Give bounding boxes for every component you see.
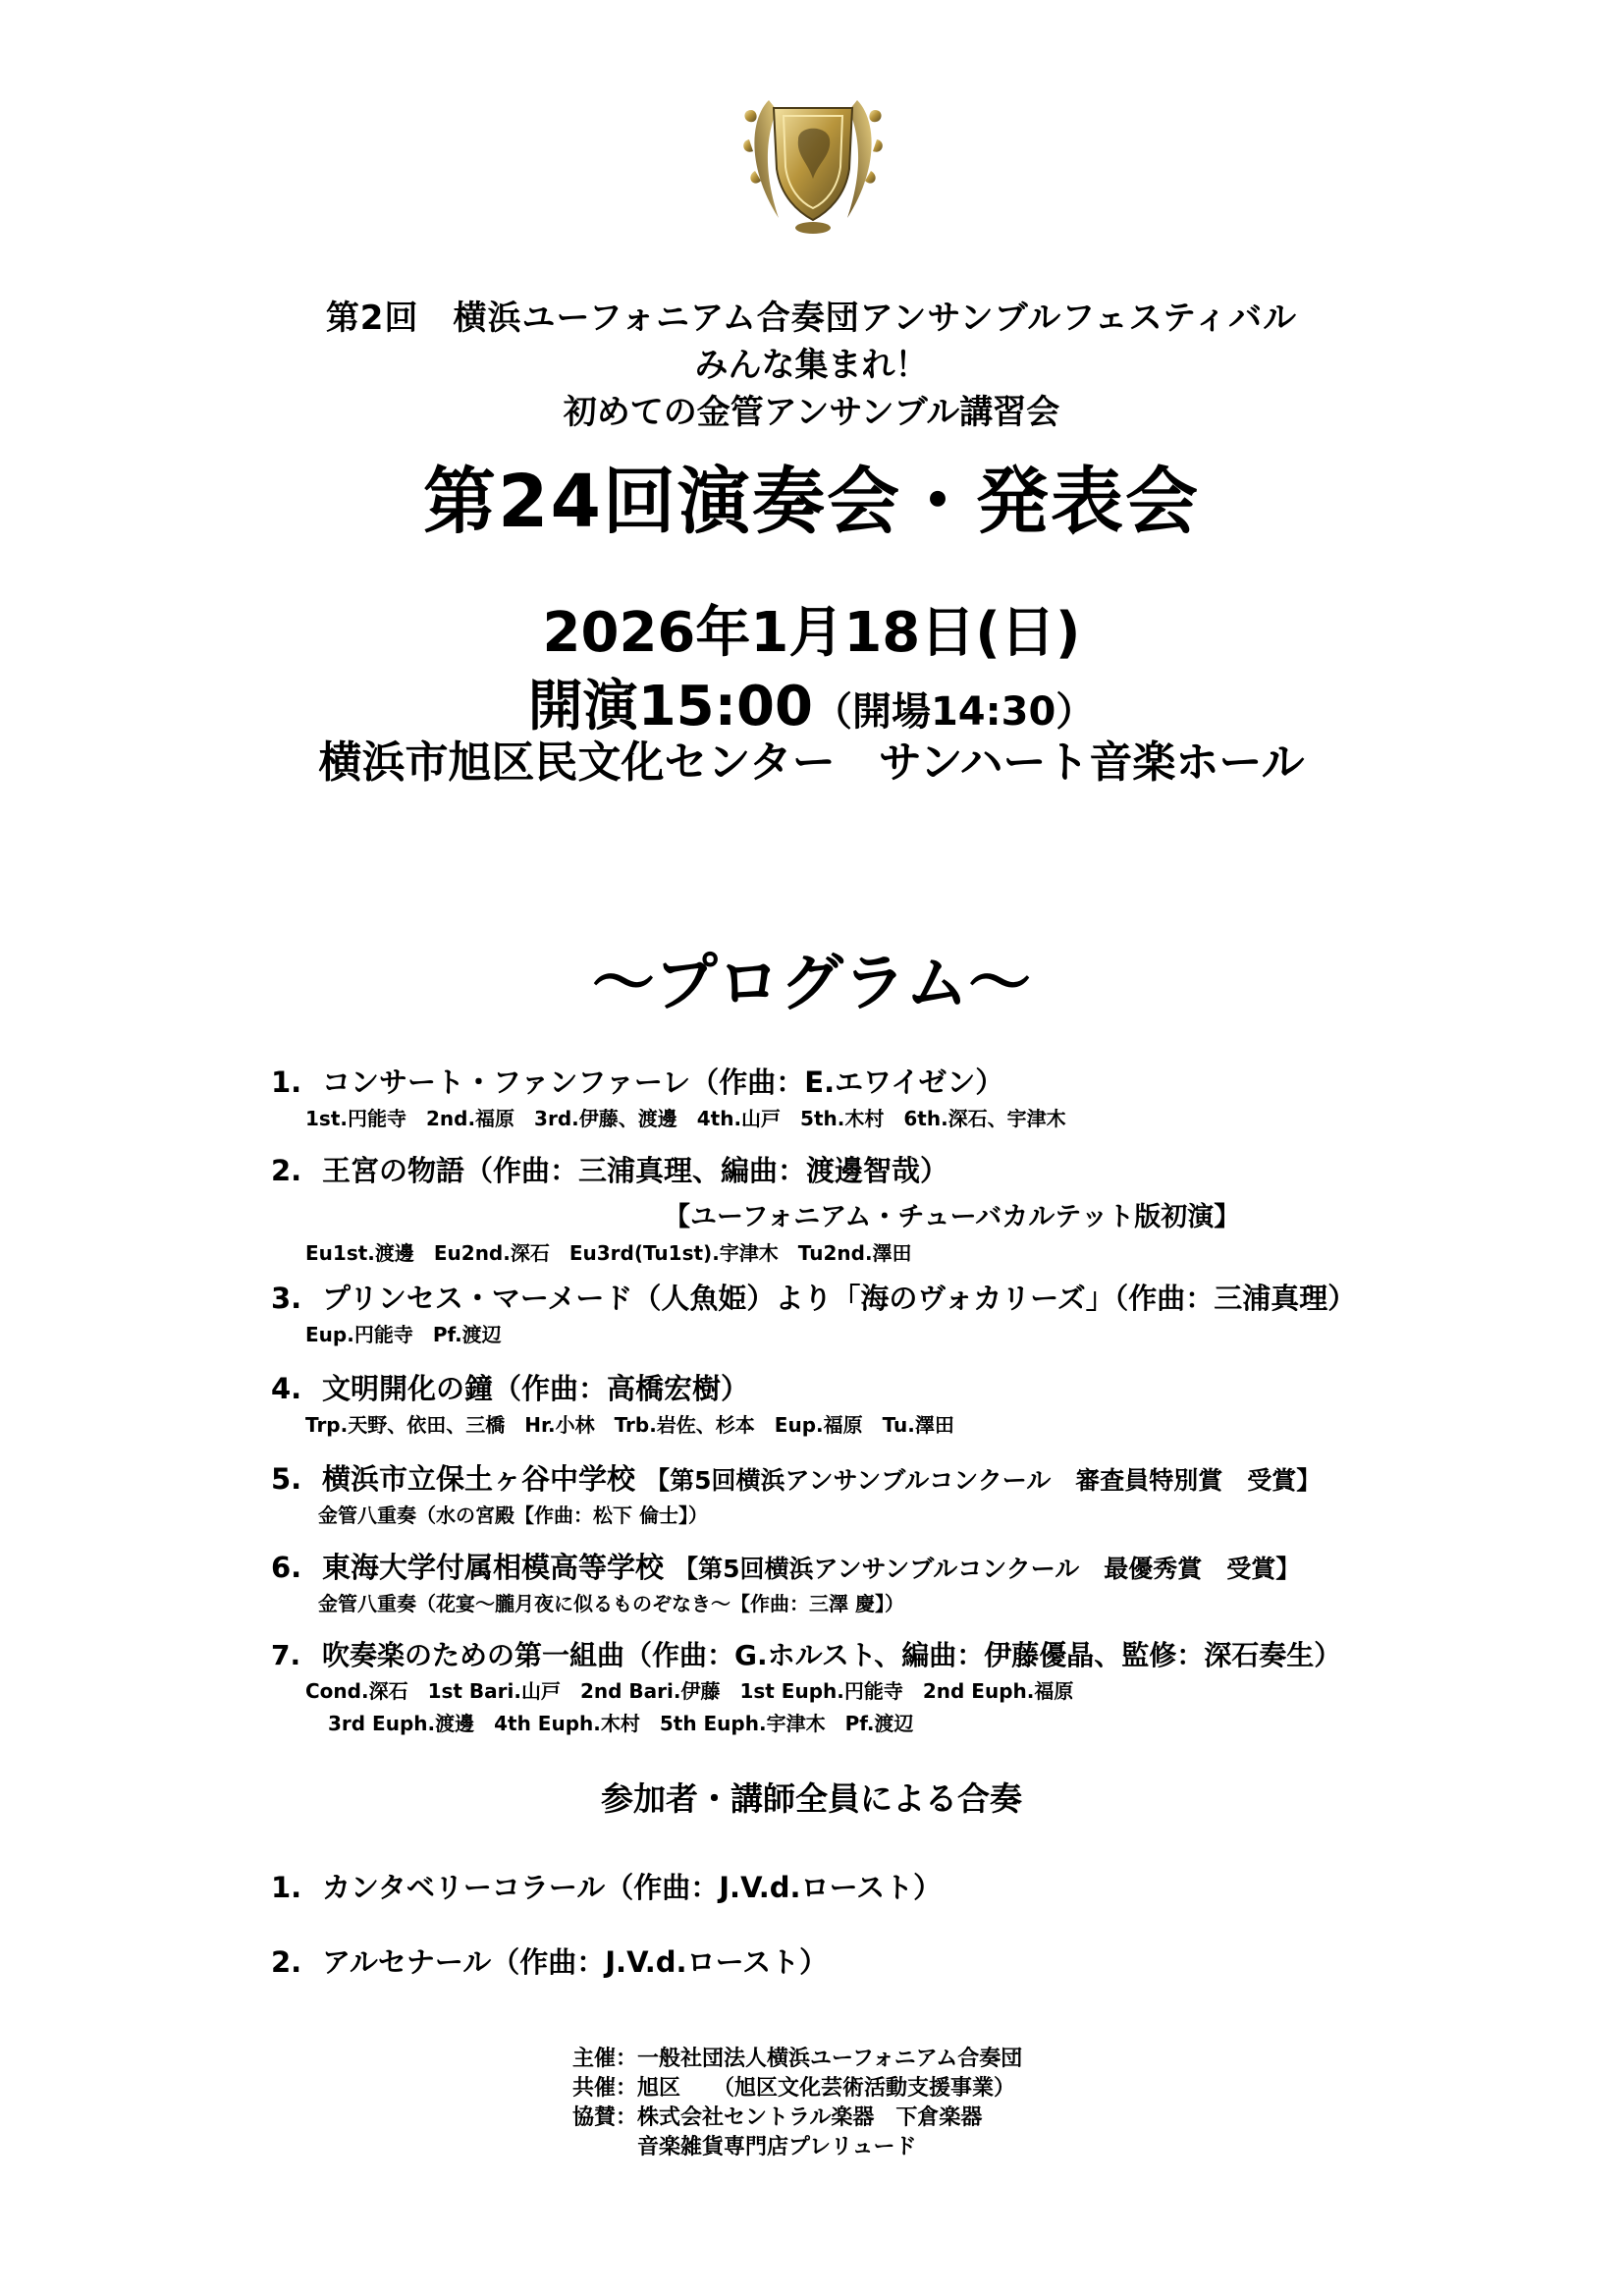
item-award: 【第5回横浜アンサンブルコンクール 審査員特別賞 受賞】 <box>645 1466 1322 1495</box>
venue: 横浜市旭区民文化センター サンハート音楽ホール <box>318 738 1305 788</box>
sponsor-line-2: 音楽雑貨専門店プレリュード <box>572 2135 917 2159</box>
item-title: 横浜市立保土ヶ谷中学校 <box>322 1462 636 1496</box>
sponsor-block <box>572 2045 1260 2162</box>
organizer-line: 主催：一般社団法人横浜ユーフォニアム合奏団 <box>572 2047 1023 2071</box>
item-performers: Trp.天野、依田、三橋 Hr.小林 Trb.岩佐、杉本 Eup.福原 Tu.澤田 <box>305 1413 954 1437</box>
workshop-line: 初めての金管アンサンブル講習会 <box>563 393 1060 432</box>
program-item <box>271 1457 1567 1528</box>
item-title: アルセナール（作曲：J.V.d.ロースト） <box>322 1945 829 1979</box>
festival-emblem <box>739 81 887 238</box>
open-time: （開場14:30） <box>812 689 1096 735</box>
item-performers: 1st.円能寺 2nd.福原 3rd.伊藤、渡邊 4th.山戸 5th.木村 6th.深石、宇津木 <box>305 1107 1066 1130</box>
tutti-heading: 参加者・講師全員による合奏 <box>601 1779 1022 1818</box>
item-title: プリンセス・マーメード（人魚姫）より「海のヴォカリーズ」（作曲：三浦真理） <box>322 1282 1357 1315</box>
item-number: 6. <box>271 1551 302 1584</box>
catch-line: みんな集まれ！ <box>694 346 929 385</box>
concert-date: 2026年1月18日(日) <box>542 601 1081 665</box>
program-heading: ～プログラム～ <box>591 948 1032 1020</box>
item-title: 東海大学付属相模高等学校 <box>322 1551 665 1584</box>
tutti-item <box>271 1866 1567 1906</box>
item-number: 1. <box>271 1871 302 1904</box>
item-performers: 金管八重奏（水の宮殿【作曲：松下 倫士】） <box>318 1503 708 1527</box>
sponsor-line: 協賛：株式会社セントラル楽器 下倉楽器 <box>572 2105 983 2130</box>
item-number: 1. <box>271 1066 302 1099</box>
program-item <box>271 1634 1567 1736</box>
item-number: 5. <box>271 1462 302 1496</box>
item-title: 王宮の物語（作曲：三浦真理、編曲：渡邊智哉） <box>322 1154 949 1187</box>
item-performers: Cond.深石 1st Bari.山戸 2nd Bari.伊藤 1st Euph.円能寺 2nd Euph.福原 <box>305 1679 1074 1703</box>
program-item <box>271 1149 1567 1266</box>
program-item <box>271 1367 1567 1438</box>
item-performers: Eu1st.渡邊 Eu2nd.深石 Eu3rd(Tu1st).宇津木 Tu2nd.澤田 <box>305 1241 912 1265</box>
item-number: 3. <box>271 1282 302 1315</box>
item-note: 【ユーフォニアム・チューバカルテット版初演】 <box>664 1202 1241 1232</box>
program-item <box>271 1277 1567 1347</box>
page-title: 第24回演奏会・発表会 <box>423 460 1200 544</box>
program-item <box>271 1546 1567 1616</box>
item-title: 吹奏楽のための第一組曲（作曲：G.ホルスト、編曲：伊藤優晶、監修：深石奏生） <box>322 1639 1342 1671</box>
item-title: コンサート・ファンファーレ（作曲：E.エワイゼン） <box>322 1066 1004 1099</box>
item-number: 7. <box>271 1639 301 1671</box>
item-number: 2. <box>271 1945 302 1979</box>
program-item <box>271 1061 1567 1131</box>
co-organizer-line: 共催：旭区 （旭区文化芸術活動支援事業） <box>572 2076 1016 2101</box>
item-number: 2. <box>271 1154 302 1187</box>
item-title: 文明開化の鐘（作曲：高橋宏樹） <box>322 1372 750 1405</box>
tutti-item <box>271 1941 1567 1981</box>
item-title: カンタベリーコラール（作曲：J.V.d.ロースト） <box>322 1871 943 1904</box>
item-number: 4. <box>271 1372 302 1405</box>
start-time: 開演15:00 <box>527 675 813 738</box>
item-performers: 金管八重奏（花宴～朧月夜に似るものぞなき～【作曲：三澤 慶】） <box>318 1592 904 1615</box>
item-award: 【第5回横浜アンサンブルコンクール 最優秀賞 受賞】 <box>674 1555 1301 1583</box>
item-performers: Eup.円能寺 Pf.渡辺 <box>305 1323 502 1346</box>
festival-line: 第2回 横浜ユーフォニアム合奏団アンサンブルフェスティバル <box>325 299 1298 338</box>
item-performers: 3rd Euph.渡邊 4th Euph.木村 5th Euph.宇津木 Pf.渡辺 <box>328 1712 914 1735</box>
